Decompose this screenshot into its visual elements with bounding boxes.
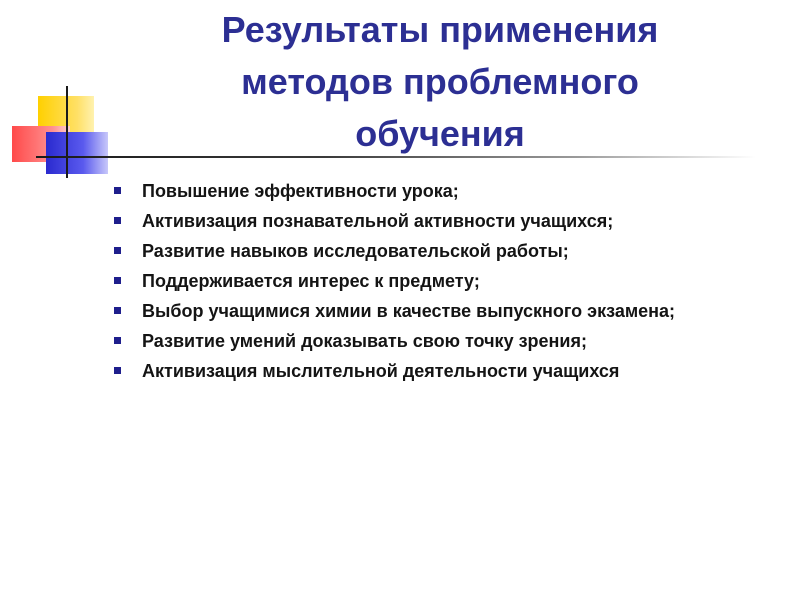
bullet-item [112, 180, 772, 202]
bullet-square-icon [114, 367, 121, 374]
bullet-item [112, 270, 772, 292]
title-line-3: обучения [355, 113, 525, 154]
bullet-text: Активизация познавательной активности учащихся; [142, 211, 614, 231]
decor-square-blue [46, 132, 108, 174]
bullet-text: Поддерживается интерес к предмету; [142, 271, 480, 291]
bullet-text: Повышение эффективности урока; [142, 181, 459, 201]
bullet-text: Развитие навыков исследовательской работы; [142, 241, 569, 261]
bullet-item [112, 240, 772, 262]
bullet-item [112, 330, 772, 352]
bullet-square-icon [114, 277, 121, 284]
bullet-square-icon [114, 187, 121, 194]
bullet-square-icon [114, 337, 121, 344]
bullet-text: Выбор учащимися химии в качестве выпускного экзамена; [142, 301, 676, 321]
bullet-item [112, 360, 772, 382]
title-line-2: методов проблемного [241, 61, 639, 102]
slide-title [140, 4, 740, 160]
bullet-item [112, 210, 772, 232]
bullet-square-icon [114, 247, 121, 254]
bullet-item [112, 300, 772, 322]
bullet-square-icon [114, 217, 121, 224]
bullet-list [112, 180, 772, 390]
title-line-1: Результаты применения [221, 9, 659, 50]
bullet-text: Развитие умений доказывать свою точку зрения; [142, 331, 587, 351]
decor-vertical-line [66, 86, 68, 178]
bullet-text: Активизация мыслительной деятельности учащихся [142, 361, 620, 381]
bullet-square-icon [114, 307, 121, 314]
